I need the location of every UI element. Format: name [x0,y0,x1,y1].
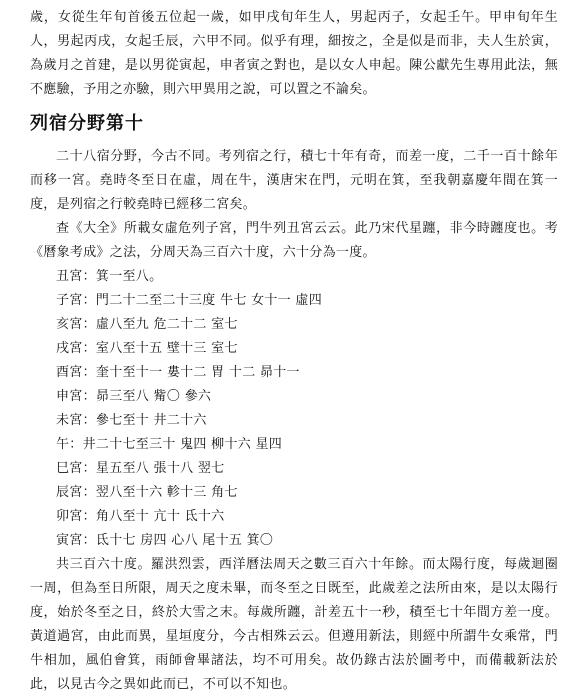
paragraph-1: 二十八宿分野，今古不同。考列宿之行，積七十年有奇，而差一度，二千一百十餘年而移一宮。堯時冬至日在虛，周在牛，漢唐宋在門，元明在箕，至我朝嘉慶年間在箕一度，是列宿之行較堯時已經移二宮矣。 [30,149,558,212]
paragraph-2: 查《大全》所載女虛危列子宮，門牛列丑宮云云。此乃宋代星躔，非今時躔度也。考《曆象考成》之法，分周天為三百六十度，六十分為一度。 [30,221,558,260]
mansion-item: 巳宮：星五至八 張十八 翌七 [56,461,225,476]
mansion-item: 酉宮：奎十至十一 婁十二 胃 十二 昴十一 [56,365,300,380]
mansion-item: 未宮：參七至十 井二十六 [56,413,207,428]
mansion-item: 午：井二十七至三十 鬼四 柳十六 星四 [56,437,283,452]
mansion-item: 申宮：昴三至八 觜〇 參六 [56,389,212,404]
section-title: 列宿分野第十 [30,113,144,134]
paragraph-3: 共三百六十度。羅洪烈雲，西洋曆法周天之數三百六十年餘。而太陽行度，每歲迴圈一周，但為至日所限，周天之度未畢，而冬至之日既至，此歲差之法所由來，是以太陽行度，始於冬至之日，終於大雪之末。每歲所躔，計差五十一秒，積至七十年間方差一度。黃道過宮，由此而異，星垣度分，今古相殊云云。但遵用新法，則經中所謂牛女乘常，門牛相加，風伯會箕，雨師會畢諸法，均不可用矣。故仍錄古法於圖考中，而備載新法於此，以見古今之異如此而已，不可以不知也。 [30,557,558,692]
intro-paragraph: 歲，女從生年旬首後五位起一歲，如甲戌旬年生人，男起丙子，女起壬午。甲申旬年生人，男起丙戌，女起壬辰，六甲不同。似乎有理，細按之，全是似是而非，夫人生於寅，為歲月之首建，是以男從寅起，申者寅之對也，是以女人申起。陳公獻先生專用此法，無不應驗，予用之亦驗，則六甲異用之說，可以置之不論矣。 [30,10,558,97]
mansion-item: 寅宮：氐十七 房四 心八 尾十五 箕〇 [56,533,274,548]
mansion-item: 卯宮：角八至十 亢十 氐十六 [56,509,225,524]
mansion-item: 戌宮：室八至十五 壁十三 室七 [56,341,238,356]
mansion-list [30,265,558,553]
mansion-item: 辰宮：翌八至十六 軫十三 角七 [56,485,238,500]
mansion-item: 子宮：門二十二至二十三度 牛七 女十一 虛四 [56,293,322,308]
mansion-item: 丑宮：箕一至八。 [56,269,163,284]
mansion-item: 亥宮：虛八至九 危二十二 室七 [56,317,238,332]
